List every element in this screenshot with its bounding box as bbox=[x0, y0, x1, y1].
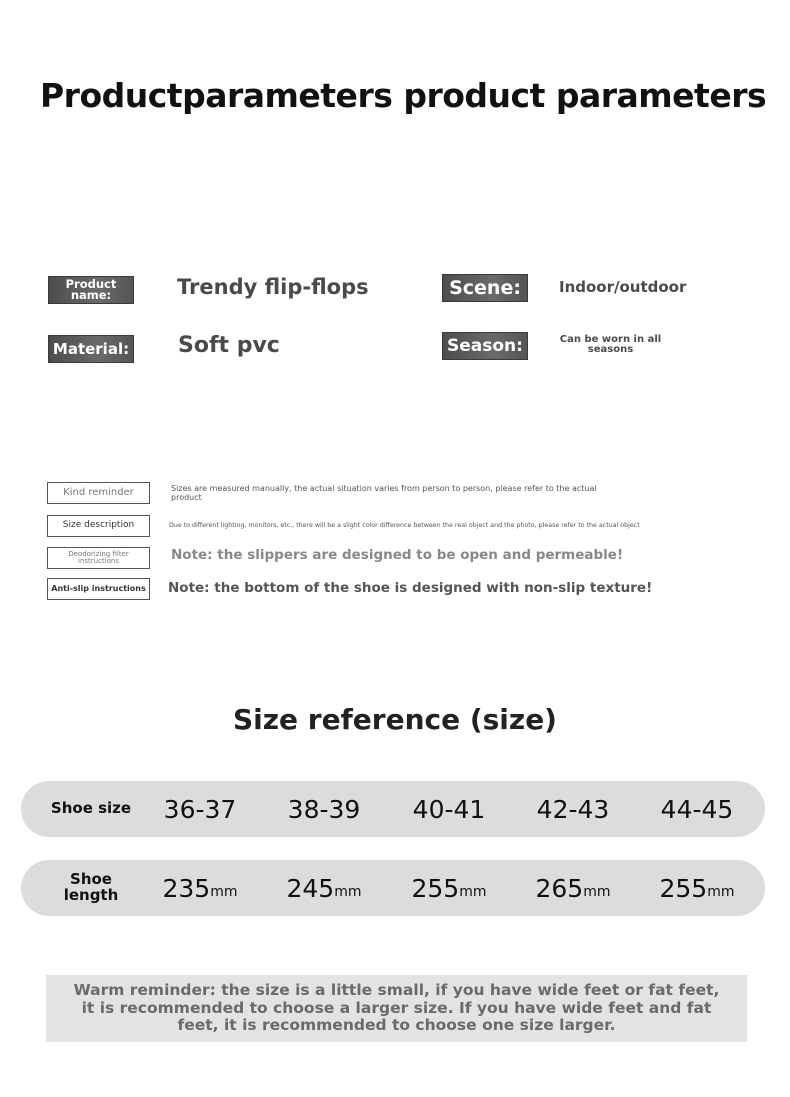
length-unit: mm bbox=[707, 884, 735, 900]
length-unit: mm bbox=[210, 884, 238, 900]
anti-slip-label: Anti-slip instructions bbox=[47, 578, 150, 600]
length-value: 265 bbox=[535, 873, 584, 903]
shoe-length-label: Shoe length bbox=[63, 870, 119, 904]
size-description-label: Size description bbox=[47, 515, 150, 537]
length-unit: mm bbox=[334, 884, 362, 900]
length-value: 255 bbox=[659, 873, 708, 903]
material-label: Material: bbox=[48, 335, 134, 363]
size-cell: 44-45 bbox=[660, 794, 734, 824]
length-value: 255 bbox=[411, 873, 460, 903]
deodorizing-label: Deodorizing filter instructions bbox=[47, 547, 150, 569]
length-value: 245 bbox=[286, 873, 335, 903]
size-cell: 36-37 bbox=[163, 794, 237, 824]
deodorizing-text: Note: the slippers are designed to be open and permeable! bbox=[171, 547, 624, 563]
length-value: 235 bbox=[162, 873, 211, 903]
shoe-size-label: Shoe size bbox=[50, 799, 132, 818]
season-label: Season: bbox=[442, 332, 528, 360]
length-cell bbox=[394, 860, 504, 916]
length-unit: mm bbox=[459, 884, 487, 900]
size-cell: 40-41 bbox=[412, 794, 486, 824]
product-name-value: Trendy flip-flops bbox=[177, 275, 369, 299]
length-unit: mm bbox=[583, 884, 611, 900]
size-reference-title: Size reference (size) bbox=[233, 703, 557, 736]
warm-reminder-banner bbox=[46, 975, 747, 1042]
kind-reminder-text: Sizes are measured manually, the actual situation varies from person to person, please refer to the actual product bbox=[171, 484, 597, 503]
page-title: Productparameters product parameters bbox=[40, 76, 767, 115]
anti-slip-text: Note: the bottom of the shoe is designed with non-slip texture! bbox=[168, 580, 653, 596]
shoe-length-row bbox=[21, 860, 765, 916]
size-cell: 38-39 bbox=[287, 794, 361, 824]
length-cell bbox=[269, 860, 379, 916]
length-cell bbox=[518, 860, 628, 916]
warm-reminder-text: Warm reminder: the size is a little small, if you have wide feet or fat feet, it is recommended to choose a larger size. If you have wide feet and fat feet, it is recommended to choose one size larger. bbox=[73, 980, 720, 1035]
product-name-label: Product name: bbox=[48, 276, 134, 304]
size-cell: 42-43 bbox=[536, 794, 610, 824]
shoe-size-row bbox=[21, 781, 765, 837]
material-value: Soft pvc bbox=[178, 333, 280, 358]
length-cell bbox=[642, 860, 752, 916]
season-value: Can be worn in all seasons bbox=[559, 334, 662, 355]
scene-label: Scene: bbox=[442, 274, 528, 302]
length-cell bbox=[145, 860, 255, 916]
scene-value: Indoor/outdoor bbox=[559, 278, 687, 296]
size-description-text: Due to different lighting, monitors, etc., there will be a slight color difference between the real object and the photo, please refer to the actual object bbox=[169, 522, 640, 529]
kind-reminder-label: Kind reminder bbox=[47, 482, 150, 504]
